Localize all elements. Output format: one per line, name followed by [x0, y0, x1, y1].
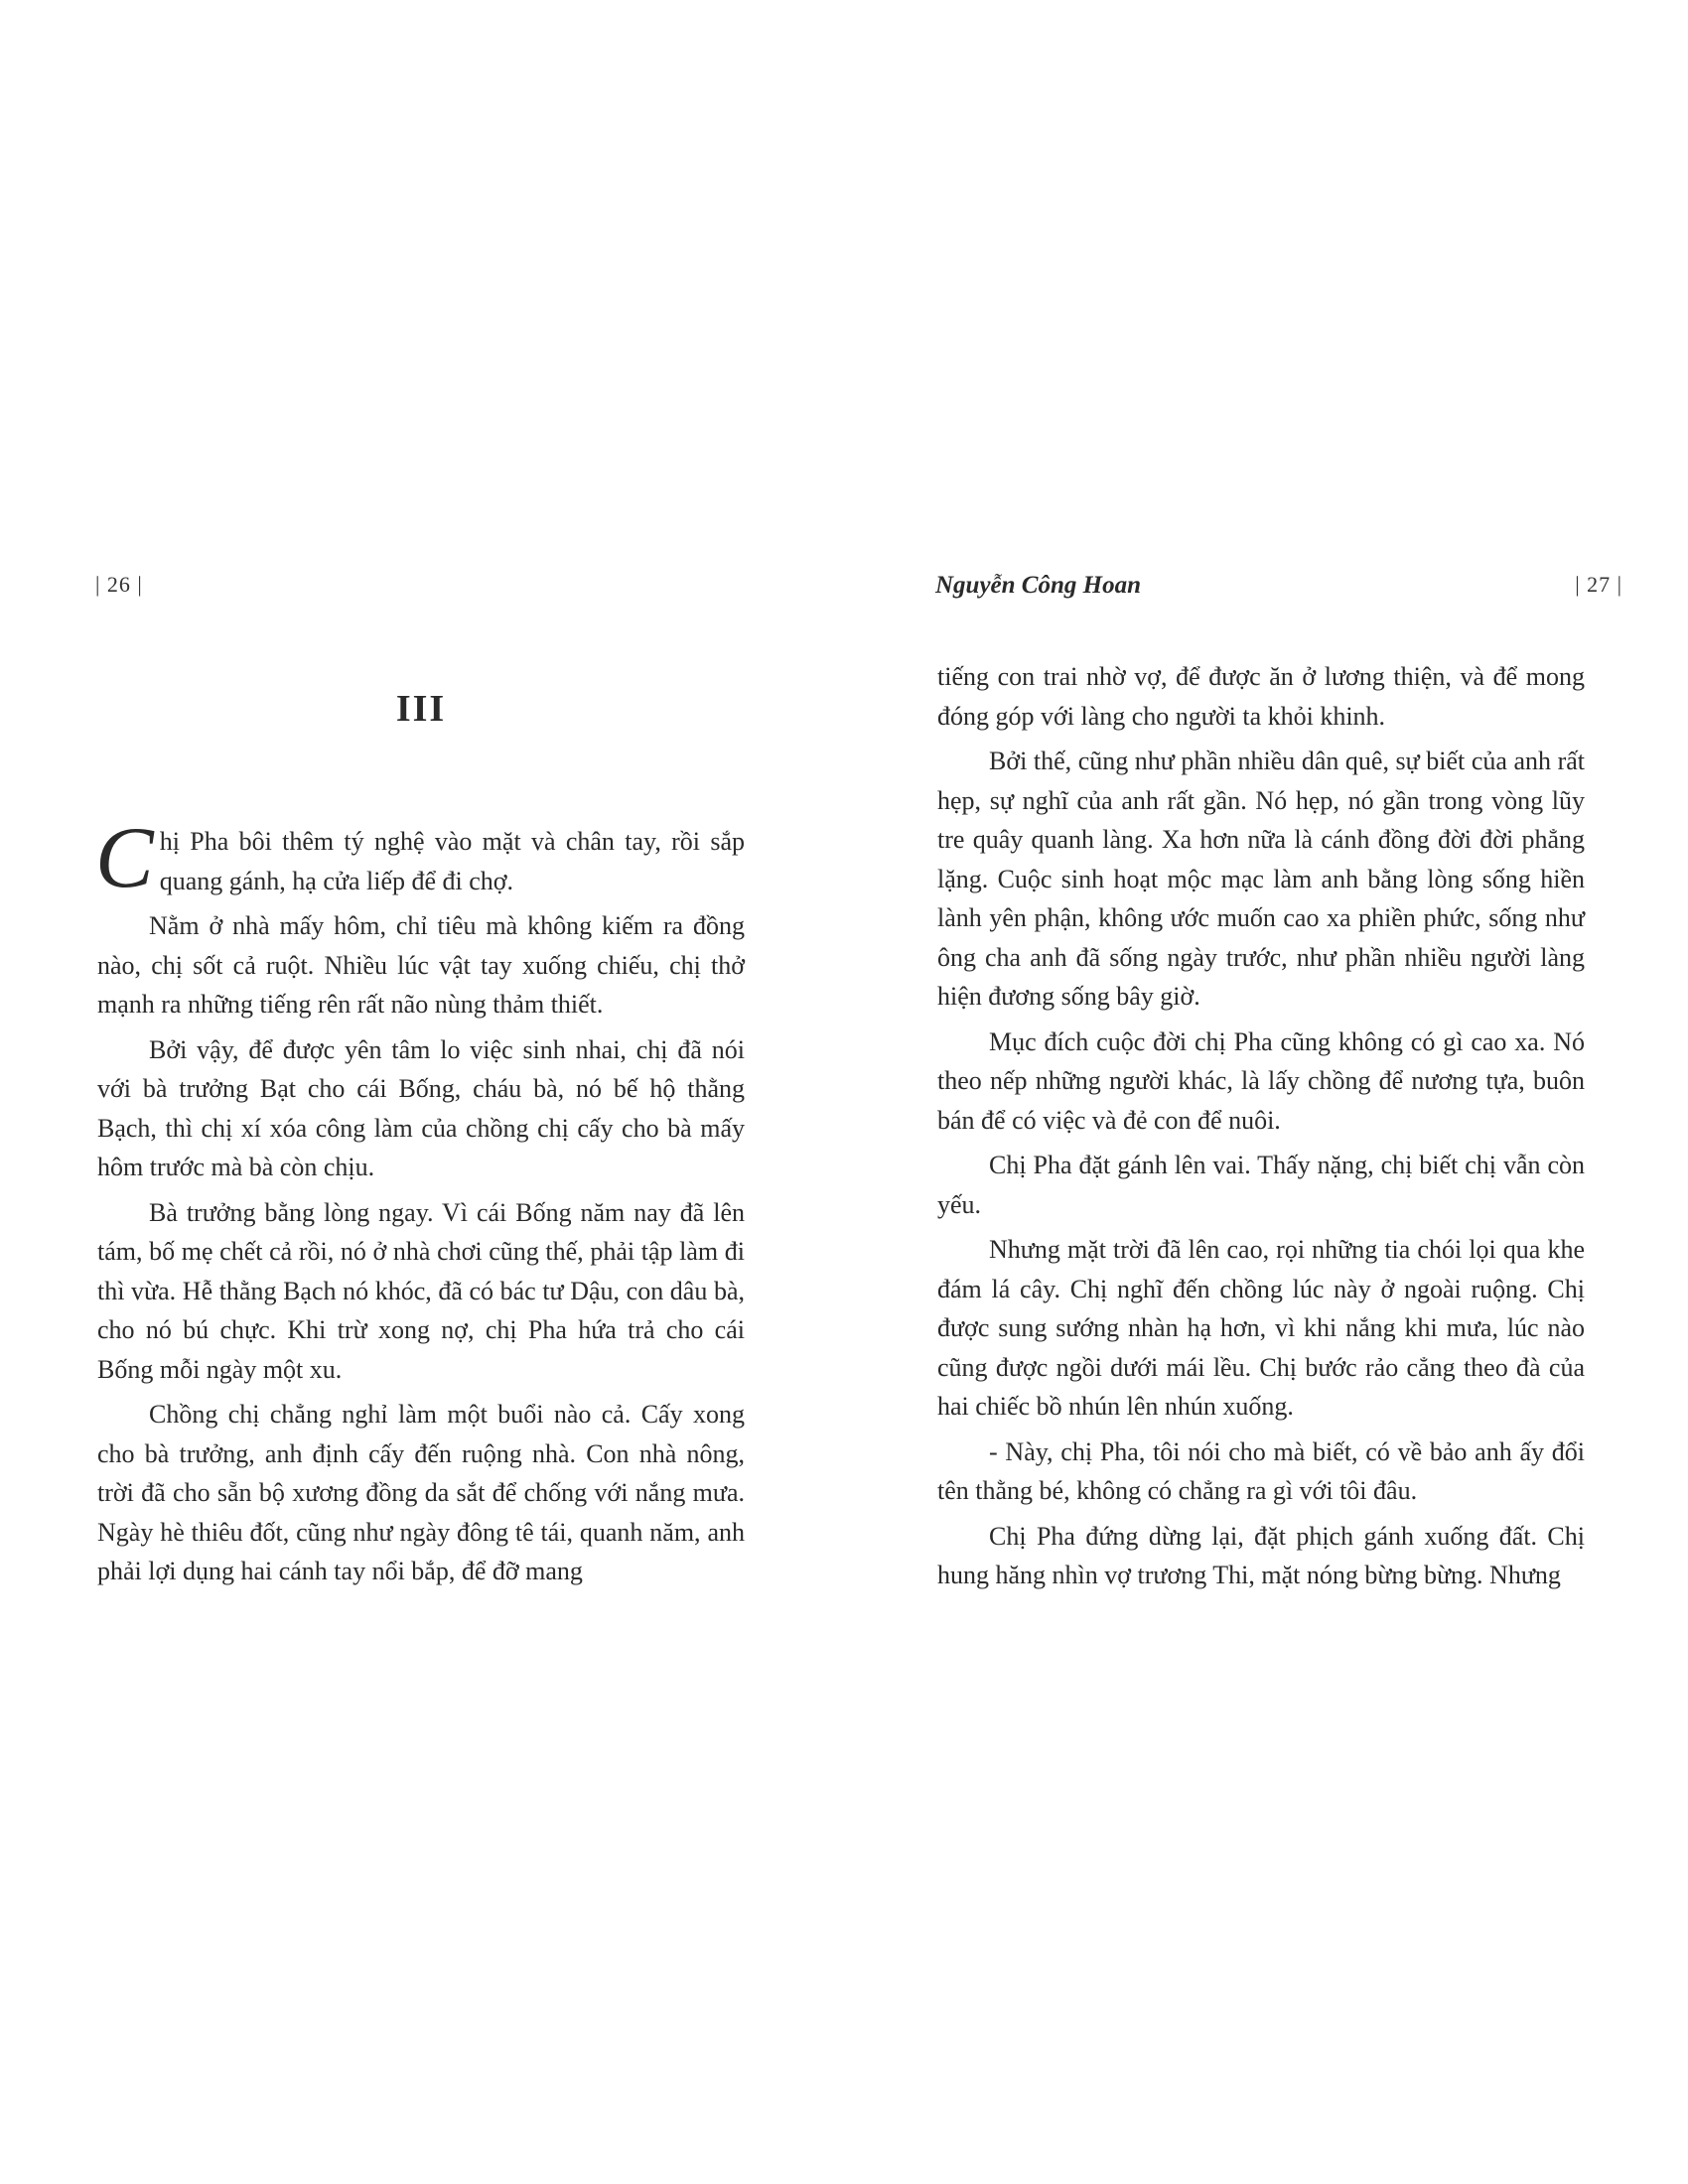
paragraph: Bởi thế, cũng như phần nhiều dân quê, sự biết của anh rất hẹp, sự nghĩ của anh rất gần. Nó hẹp, nó gần trong vòng lũy tre quây quanh làng. Xa hơn nữa là cánh đồng đời đời phẳng lặng. Cuộc sinh hoạt mộc mạc làm anh bằng lòng sống hiền lành yên phận, không ước muốn cao xa phiền phức, sống như ông cha anh đã sống ngày trước, như phần nhiều người làng hiện đương sống bây giờ.	[937, 747, 1585, 1011]
paragraph: Chồng chị chẳng nghỉ làm một buổi nào cả. Cấy xong cho bà trưởng, anh định cấy đến ruộng nhà. Con nhà nông, trời đã cho sẵn bộ xương đồng da sắt để chống với nắng mưa. Ngày hè thiêu đốt, cũng như ngày đông tê tái, quanh năm, anh phải lợi dụng hai cánh tay nổi bắp, để đỡ mang	[97, 1400, 745, 1585]
paragraph: Bà trưởng bằng lòng ngay. Vì cái Bống năm nay đã lên tám, bố mẹ chết cả rồi, nó ở nhà chơi cũng thế, phải tập làm đi thì vừa. Hễ thằng Bạch nó khóc, đã có bác tư Dậu, con dâu bà, cho nó bú chực. Khi trừ xong nợ, chị Pha hứa trả cho cái Bống mỗi ngày một xu.	[97, 1197, 745, 1384]
right-page-body	[937, 657, 1585, 1601]
paragraph	[95, 810, 745, 906]
paragraph: Chị Pha đặt gánh lên vai. Thấy nặng, chị biết chị vẫn còn yếu.	[937, 1151, 1585, 1219]
paragraph-text: hị Pha bôi thêm tý nghệ vào mặt và chân tay, rồi sắp quang gánh, hạ cửa liếp để đi chợ.	[159, 827, 745, 895]
right-page-number: | 27 |	[1575, 572, 1622, 597]
paragraph: Nhưng mặt trời đã lên cao, rọi những tia chói lọi qua khe đám lá cây. Chị nghĩ đến chồng lúc này ở ngoài ruộng. Chị được sung sướng nhàn hạ hơn, vì khi nắng khi mưa, lúc nào cũng được ngồi dưới mái lều. Chị bước rảo cẳng theo đà của hai chiếc bồ nhún lên nhún xuống.	[937, 1235, 1585, 1421]
chapter-title: III	[395, 688, 447, 730]
left-page-number: | 26 |	[95, 572, 143, 597]
paragraph: tiếng con trai nhờ vợ, để được ăn ở lương thiện, và để mong đóng góp với làng cho người ta khỏi khinh.	[937, 662, 1585, 731]
drop-cap: C	[95, 810, 154, 906]
paragraph: Nằm ở nhà mấy hôm, chỉ tiêu mà không kiếm ra đồng nào, chị sốt cả ruột. Nhiều lúc vật tay xuống chiếu, chị thở mạnh ra những tiếng rên rất não nùng thảm thiết.	[97, 911, 745, 1019]
right-page	[844, 0, 1688, 2184]
paragraph: Chị Pha đứng dừng lại, đặt phịch gánh xuống đất. Chị hung hăng nhìn vợ trương Thi, mặt nóng bừng bừng. Nhưng	[937, 1521, 1585, 1589]
running-head-author: Nguyễn Công Hoan	[935, 572, 1141, 599]
paragraph: - Này, chị Pha, tôi nói cho mà biết, có về bảo anh ấy đổi tên thằng bé, không có chẳng ra gì với tôi đâu.	[937, 1436, 1585, 1505]
left-page-body	[95, 810, 745, 1597]
paragraph: Mục đích cuộc đời chị Pha cũng không có gì cao xa. Nó theo nếp những người khác, là lấy chồng để nương tựa, buôn bán để có việc và đẻ con để nuôi.	[937, 1026, 1585, 1135]
paragraph: Bởi vậy, để được yên tâm lo việc sinh nhai, chị đã nói với bà trưởng Bạt cho cái Bống, cháu bà, nó bế hộ thằng Bạch, thì chị xí xóa công làm của chồng chị cấy cho bà mấy hôm trước mà bà còn chịu.	[97, 1034, 745, 1181]
